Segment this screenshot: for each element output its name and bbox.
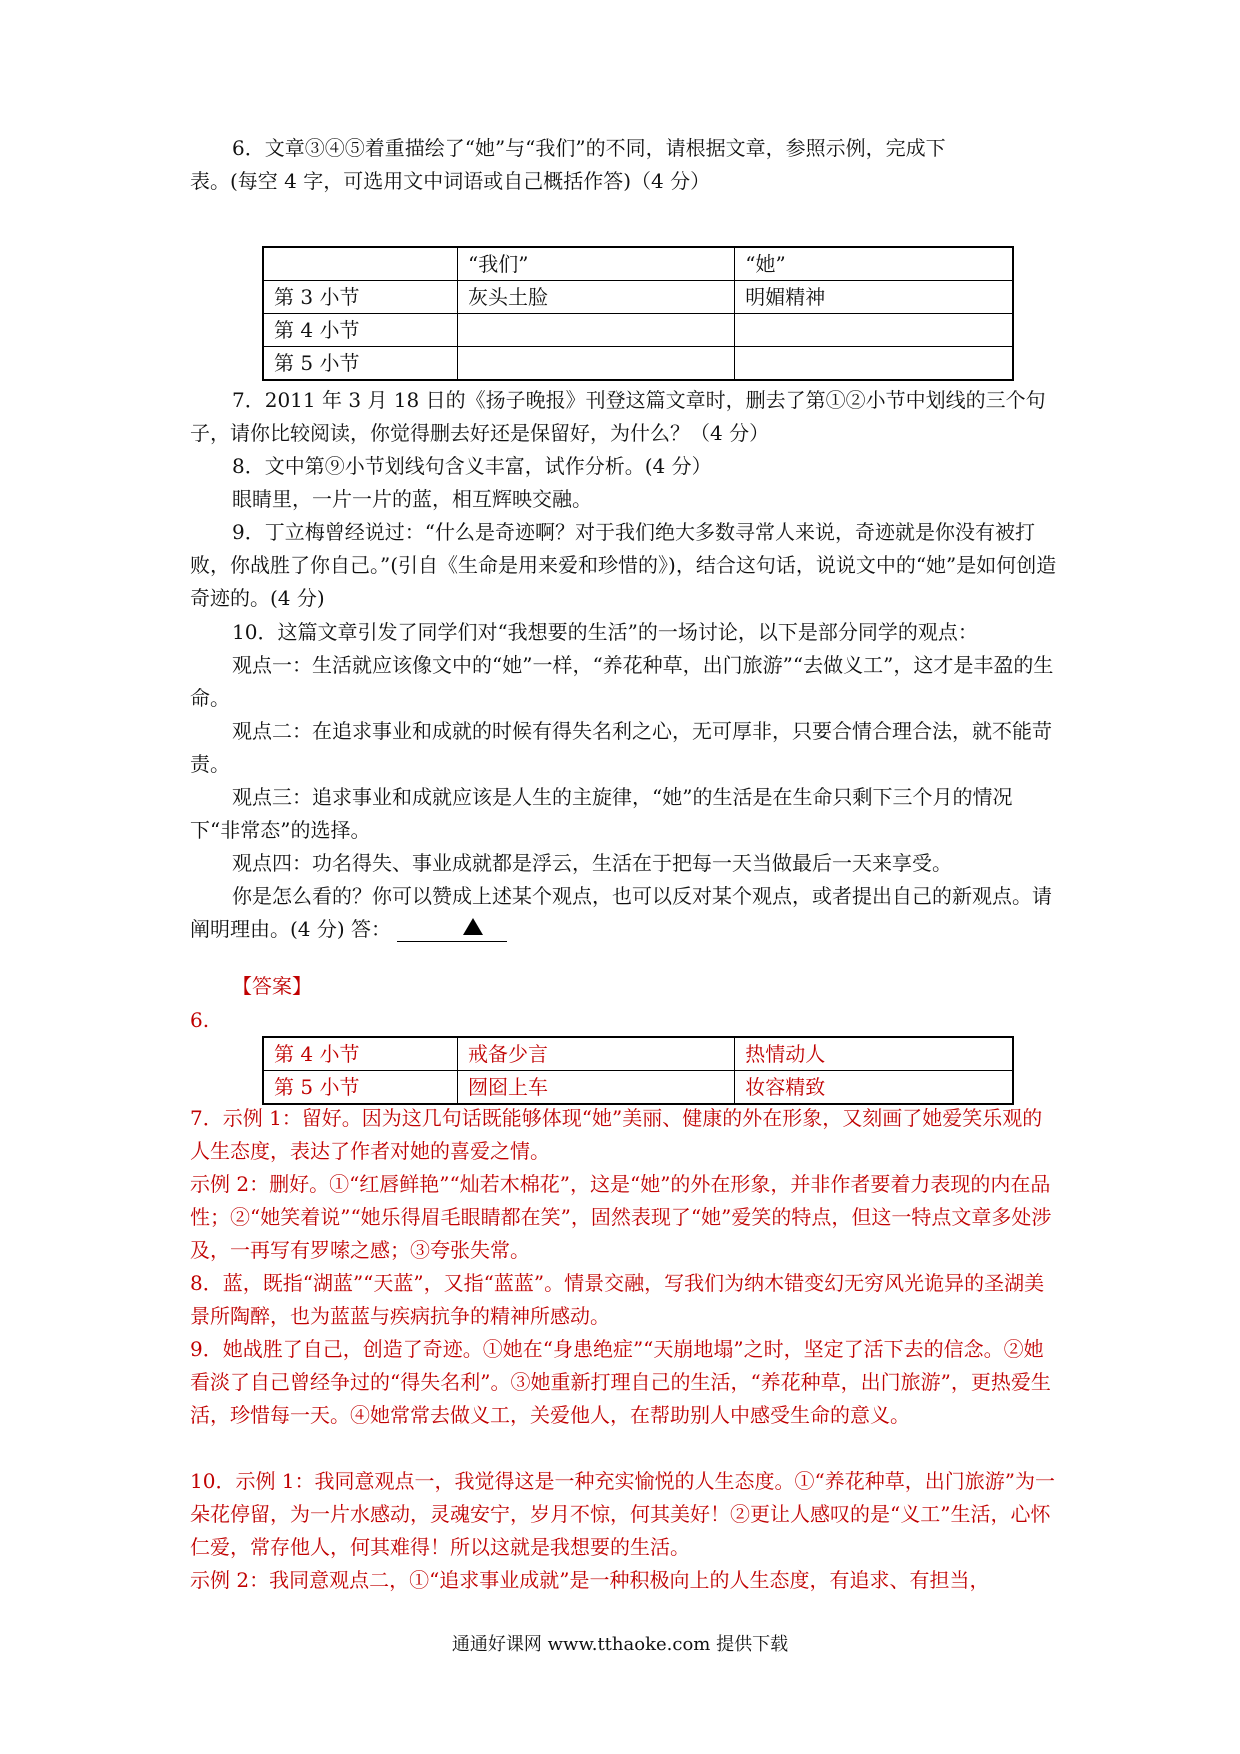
- table-cell: [735, 314, 1013, 347]
- table-cell: 妆容精致: [735, 1071, 1013, 1105]
- view-3: 观点三：追求事业和成就应该是人生的主旋律，“她”的生活是在生命只剩下三个月的情况下“非常态”的选择。: [190, 785, 1013, 842]
- answer-6-table: [262, 1036, 1014, 1105]
- question-9: 9．丁立梅曾经说过：“什么是奇迹啊？对于我们绝大多数寻常人来说，奇迹就是你没有被打败，你战胜了你自己。”(引自《生命是用来爱和珍惜的》)，结合这句话，说说文中的“她”是如何创造奇迹的。(4 分): [190, 520, 1057, 610]
- view-4: 观点四：功名得失、事业成就都是浮云，生活在于把每一天当做最后一天来享受。: [232, 851, 952, 875]
- triangle-icon: [463, 918, 483, 935]
- table-cell: [263, 247, 457, 281]
- question-8: 8．文中第⑨小节划线句含义丰富，试作分析。(4 分）: [232, 454, 712, 478]
- table-cell: “她”: [735, 247, 1013, 281]
- table-cell: “我们”: [457, 247, 734, 281]
- answer-heading: 【答案】: [232, 974, 312, 998]
- answer-10-example-2: 示例 2：我同意观点二，①“追求事业成就”是一种积极向上的人生态度，有追求、有担当，: [190, 1568, 990, 1592]
- page-footer: 通通好课网 www.tthaoke.com 提供下载: [451, 1634, 789, 1655]
- table-cell: [457, 347, 734, 381]
- table-cell: 第 5 小节: [263, 1071, 458, 1105]
- table-cell: 第 4 小节: [263, 1037, 458, 1071]
- answer-8: 8．蓝，既指“湖蓝”“天蓝”，又指“蓝蓝”。情景交融，写我们为纳木错变幻无穷风光诡异的圣湖美景所陶醉，也为蓝蓝与疾病抗争的精神所感动。: [190, 1271, 1045, 1328]
- answer-7-example-1: 7．示例 1：留好。因为这几句话既能够体现“她”美丽、健康的外在形象，又刻画了她爱笑乐观的人生态度，表达了作者对她的喜爱之情。: [190, 1106, 1043, 1163]
- answer-blank: [397, 917, 507, 942]
- table-cell: 第 4 小节: [263, 314, 457, 347]
- question-6: 6．文章③④⑤着重描绘了“她”与“我们”的不同，请根据文章，参照示例，完成下 表。(每空 4 字，可选用文中词语或自己概括作答)（4 分）: [190, 136, 946, 193]
- question-10-intro: 10．这篇文章引发了同学们对“我想要的生活”的一场讨论，以下是部分同学的观点：: [232, 620, 978, 644]
- view-2: 观点二：在追求事业和成就的时候有得失名利之心，无可厚非，只要合情合理合法，就不能苛责。: [190, 719, 1052, 776]
- table-cell: 戒备少言: [458, 1037, 735, 1071]
- answer-6-label: 6.: [190, 1008, 210, 1032]
- table-header-row: [263, 247, 1013, 281]
- table-row: [263, 1037, 1013, 1071]
- table-cell: [457, 314, 734, 347]
- question-6-cont: 表。(每空 4 字，可选用文中词语或自己概括作答)（4 分）: [190, 169, 711, 193]
- answer-10-example-1: 10．示例 1：我同意观点一，我觉得这是一种充实愉悦的人生态度。①“养花种草，出门旅游”为一朵花停留，为一片水感动，灵魂安宁，岁月不惊，何其美好！②更让人感叹的是“义工”生活，心怀仁爱，常存他人，何其难得！所以这就是我想要的生活。: [190, 1469, 1055, 1559]
- question-6-table: [262, 246, 1014, 381]
- table-row: [263, 1071, 1013, 1105]
- question-8-quote: 眼睛里，一片一片的蓝，相互辉映交融。: [232, 487, 592, 511]
- table-row: [263, 281, 1013, 314]
- table-cell: 明媚精神: [735, 281, 1013, 314]
- answer-7-example-2: 示例 2：删好。①“红唇鲜艳”“灿若木棉花”，这是“她”的外在形象，并非作者要着力表现的内在品性；②“她笑着说”“她乐得眉毛眼睛都在笑”，固然表现了“她”爱笑的特点，但这一特点文章多处涉及，一再写有罗嗦之感；③夸张失常。: [190, 1172, 1052, 1262]
- table-cell: 第 3 小节: [263, 281, 457, 314]
- table-cell: [735, 347, 1013, 381]
- question-10-ask: 你是怎么看的？你可以赞成上述某个观点，也可以反对某个观点，或者提出自己的新观点。请阐明理由。(4 分) 答：: [190, 884, 1052, 941]
- answer-9: 9．她战胜了自己，创造了奇迹。①她在“身患绝症”“天崩地塌”之时，坚定了活下去的信念。②她看淡了自己曾经争过的“得失名利”。③她重新打理自己的生活，“养花种草，出门旅游”，更热爱生活，珍惜每一天。④她常常去做义工，关爱他人，在帮助别人中感受生命的意义。: [190, 1337, 1051, 1427]
- table-cell: 第 5 小节: [263, 347, 457, 381]
- table-cell: 囫囵上车: [458, 1071, 735, 1105]
- view-1: 观点一：生活就应该像文中的“她”一样，“养花种草，出门旅游”“去做义工”，这才是丰盈的生命。: [190, 653, 1054, 710]
- table-row: [263, 314, 1013, 347]
- table-cell: 热情动人: [735, 1037, 1013, 1071]
- table-cell: 灰头土脸: [457, 281, 734, 314]
- table-row: [263, 347, 1013, 381]
- question-7: 7．2011 年 3 月 18 日的《扬子晚报》刊登这篇文章时，删去了第①②小节中划线的三个句子，请你比较阅读，你觉得删去好还是保留好，为什么？（4 分）: [190, 388, 1046, 445]
